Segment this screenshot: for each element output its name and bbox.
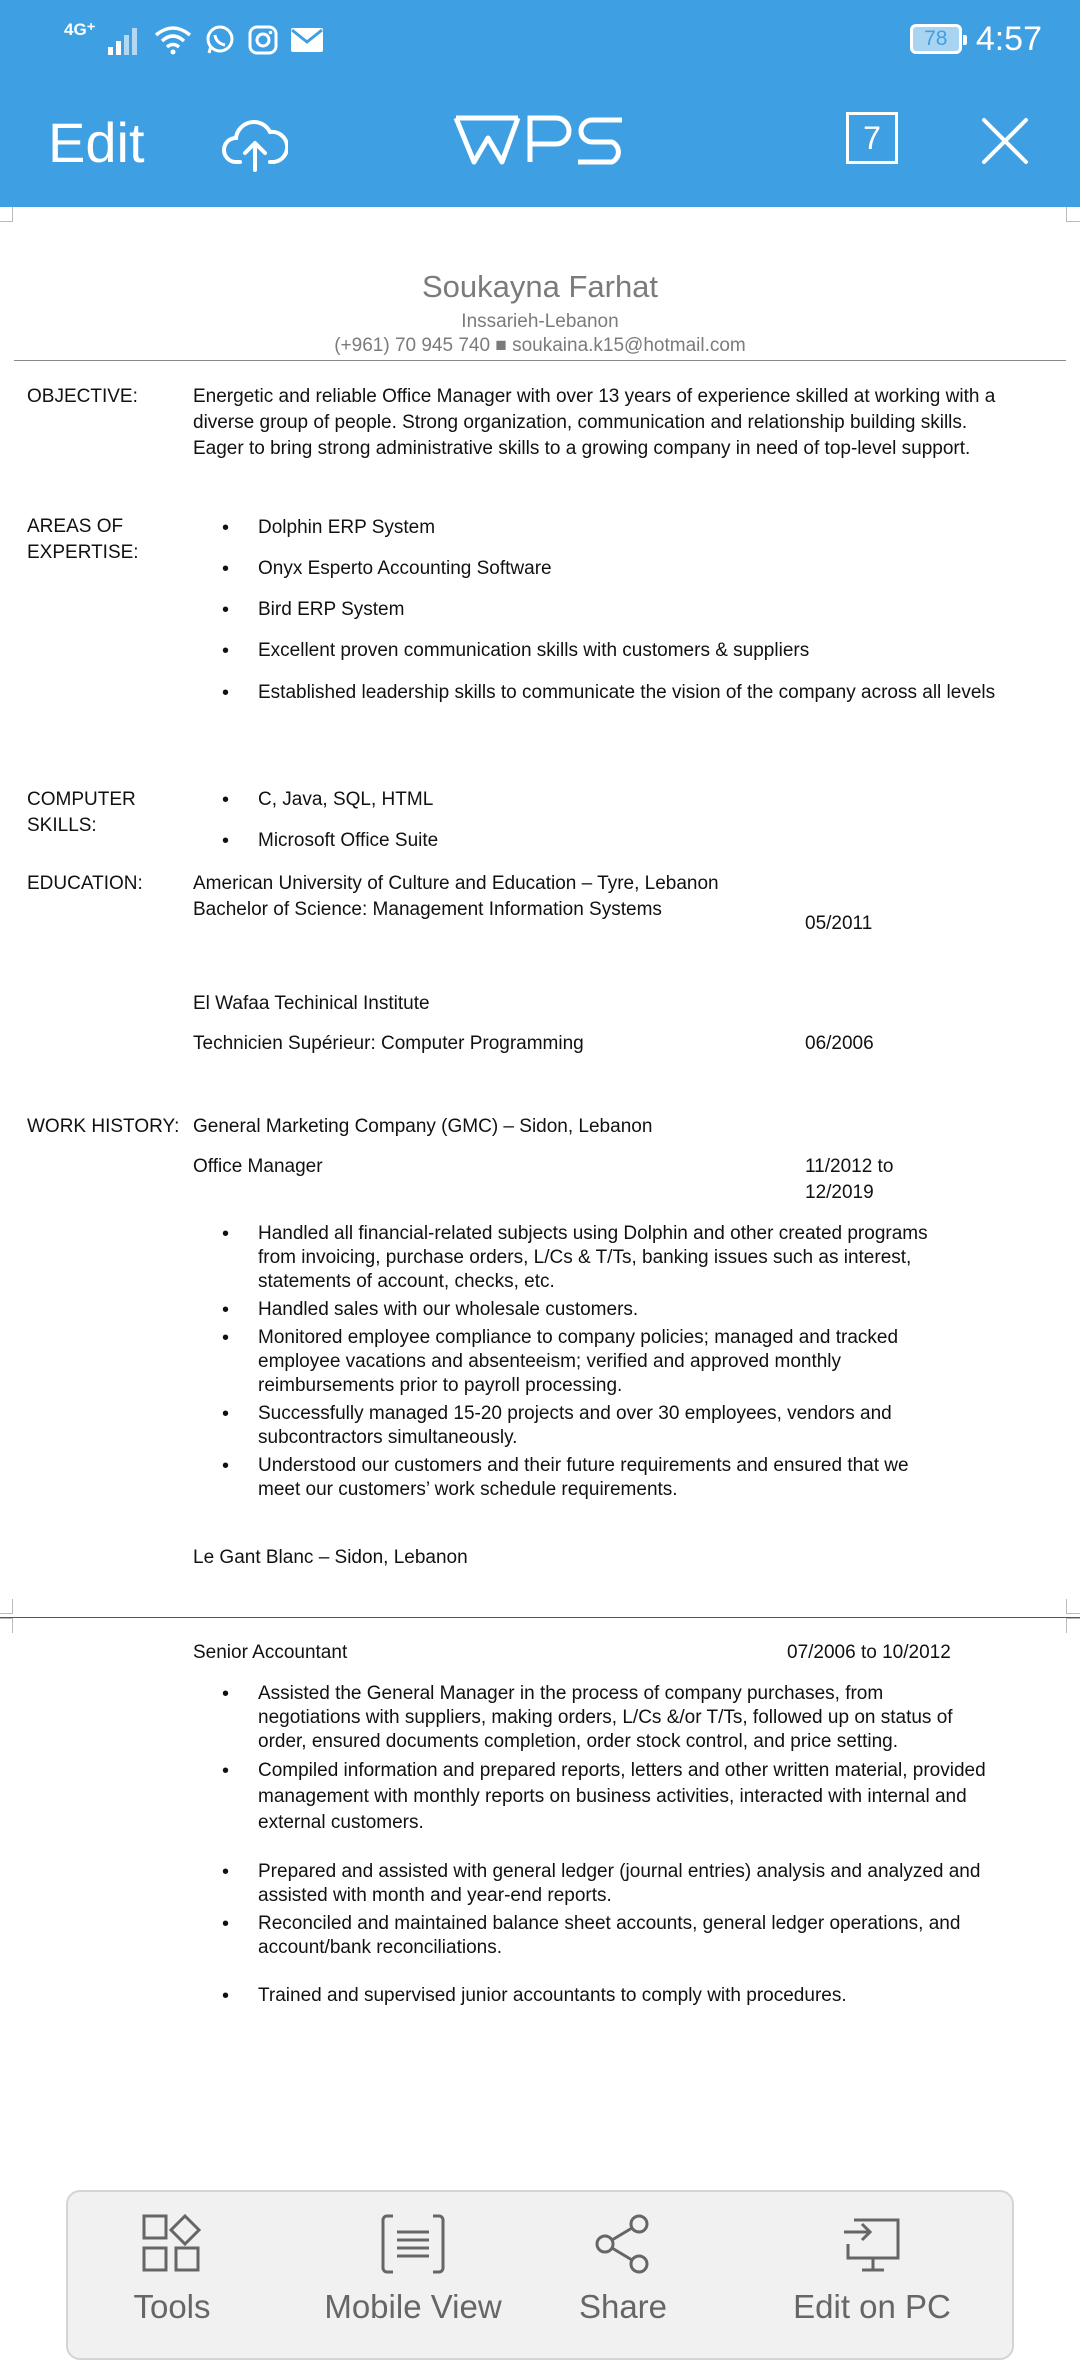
tab-count-button[interactable]: [846, 112, 898, 164]
list-item: • Dolphin ERP System: [190, 516, 990, 540]
share-icon: [593, 2214, 653, 2274]
close-icon[interactable]: [980, 116, 1030, 166]
list-item: • Excellent proven communication skills with customers & suppliers: [190, 639, 990, 663]
list-item: • C, Java, SQL, HTML: [190, 788, 990, 812]
network-type: 4G⁺: [64, 20, 96, 39]
page-break-line: [0, 1617, 1080, 1618]
header-divider: [14, 360, 1066, 361]
objective-line: Energetic and reliable Office Manager with over 13 years of experience skilled at working with a: [193, 386, 996, 407]
expertise-list: [190, 516, 996, 706]
list-item: • Understood our customers and their future requirements and ensured that we meet our customers’ work schedule requirements.: [190, 1454, 950, 1502]
tools-icon: [142, 2214, 202, 2274]
job-company: General Marketing Company (GMC) – Sidon, Lebanon: [193, 1116, 653, 1137]
wps-logo: [452, 112, 628, 168]
job-bullets: [190, 1222, 950, 1502]
list-item: • Microsoft Office Suite: [190, 829, 990, 853]
job-date-line: 11/2012 to: [805, 1156, 894, 1177]
education-degree: Technicien Supérieur: Computer Programming: [193, 1033, 584, 1054]
job-date-line: 12/2019: [805, 1182, 874, 1203]
status-bar-right: [910, 14, 1042, 64]
list-item: • Established leadership skills to communicate the vision of the company across all levels: [190, 680, 998, 706]
wifi-icon: [154, 25, 192, 55]
document-view[interactable]: [0, 207, 1080, 2187]
instagram-icon: [248, 25, 278, 55]
page-corner-mark: [0, 1618, 13, 1633]
list-item: • Reconciled and maintained balance sheet accounts, general ledger operations, and account/bank reconciliations.: [190, 1912, 998, 1960]
page-corner-mark: [0, 207, 13, 222]
edit-button[interactable]: Edit: [48, 111, 145, 174]
education-date: 06/2006: [805, 1033, 874, 1054]
tools-button[interactable]: [62, 2192, 282, 2342]
computer-skills-list: [190, 788, 990, 853]
battery-indicator: [910, 24, 962, 54]
page-corner-mark: [0, 1599, 13, 1614]
resume-contact: (+961) 70 945 740 ■ soukaina.k15@hotmail.com: [334, 335, 746, 356]
top-bar: [0, 0, 1080, 207]
list-item: • Handled sales with our wholesale customers.: [190, 1298, 950, 1322]
list-item: • Successfully managed 15-20 projects and over 30 employees, vendors and subcontractors simultaneously.: [190, 1402, 950, 1450]
share-button[interactable]: [513, 2192, 733, 2342]
objective-line: Eager to bring strong administrative skills to a growing company in need of top-level support.: [193, 438, 971, 459]
job-title: Office Manager: [193, 1156, 323, 1177]
work-history-label: WORK HISTORY:: [27, 1116, 180, 1137]
edit-on-pc-label: Edit on PC: [793, 2288, 951, 2325]
list-item: • Onyx Esperto Accounting Software: [190, 557, 990, 581]
expertise-label-line: EXPERTISE:: [27, 542, 139, 563]
job-company: Le Gant Blanc – Sidon, Lebanon: [193, 1547, 468, 1568]
clock: 4:57: [975, 19, 1042, 58]
job-title: Senior Accountant: [193, 1642, 348, 1663]
bottom-toolbar: [66, 2190, 1014, 2360]
app-bar: [0, 90, 1080, 200]
list-item: • Assisted the General Manager in the process of company purchases, from negotiations with suppliers, making orders, L/Cs &/or T/Ts, followed up on status of order, ensured documents completion, order stock control, and price setting.: [190, 1682, 968, 1754]
cloud-upload-icon[interactable]: [222, 114, 288, 174]
objective-text: [193, 384, 1043, 462]
monitor-icon: [842, 2214, 902, 2274]
education-degree: Bachelor of Science: Management Information Systems: [193, 899, 662, 920]
job-dates: [805, 1154, 893, 1206]
whatsapp-icon: [204, 24, 236, 56]
computer-skills-label-line: COMPUTER: [27, 789, 136, 810]
computer-skills-label: [27, 787, 136, 839]
education-label: EDUCATION:: [27, 873, 143, 894]
signal-icon: [108, 25, 142, 55]
list-item: • Prepared and assisted with general ledger (journal entries) analysis and analyzed and assisted with month and year-end reports.: [190, 1860, 988, 1908]
computer-skills-label-line: SKILLS:: [27, 815, 97, 836]
job-dates: 07/2006 to 10/2012: [787, 1642, 951, 1663]
education-school: American University of Culture and Education – Tyre, Lebanon: [193, 873, 719, 894]
edit-on-pc-button[interactable]: [762, 2192, 982, 2342]
page-corner-mark: [1066, 1599, 1080, 1614]
resume-name: Soukayna Farhat: [421, 269, 659, 304]
list-item: • Trained and supervised junior accountants to comply with procedures.: [190, 1984, 990, 2008]
mobile-view-button[interactable]: [293, 2192, 533, 2342]
education-school: El Wafaa Techinical Institute: [193, 993, 430, 1014]
expertise-label: [27, 514, 139, 566]
tools-label: Tools: [133, 2288, 211, 2325]
page-corner-mark: [1066, 207, 1080, 222]
mobile-view-icon: [381, 2214, 445, 2274]
list-item: • Compiled information and prepared reports, letters and other written material, provided management with monthly reports on business activities, interacted with internal and external customers.: [190, 1758, 998, 1836]
objective-label: OBJECTIVE:: [27, 386, 138, 407]
page-corner-mark: [1066, 1618, 1080, 1633]
job-bullets: [190, 1682, 990, 2008]
mail-icon: [290, 27, 324, 53]
objective-line: diverse group of people. Strong organization, communication and relationship building skills.: [193, 412, 968, 433]
list-item: • Handled all financial-related subjects using Dolphin and other created programs from invoicing, purchase orders, L/Cs & T/Ts, banking issues such as interest, statements of account, checks, etc.: [190, 1222, 950, 1294]
battery-level: 78: [924, 27, 948, 50]
tab-count: 7: [863, 119, 881, 156]
share-label: Share: [578, 2288, 668, 2325]
list-item: • Monitored employee compliance to company policies; managed and tracked employee vacations and absenteeism; verified and approved monthly reimbursements prior to payroll processing.: [190, 1326, 950, 1398]
mobile-view-label: Mobile View: [324, 2288, 502, 2325]
expertise-label-line: AREAS OF: [27, 516, 124, 537]
status-bar-left: [64, 20, 324, 60]
resume-location: Inssarieh-Lebanon: [461, 311, 619, 332]
education-date: 05/2011: [805, 913, 873, 934]
list-item: • Bird ERP System: [190, 598, 990, 622]
